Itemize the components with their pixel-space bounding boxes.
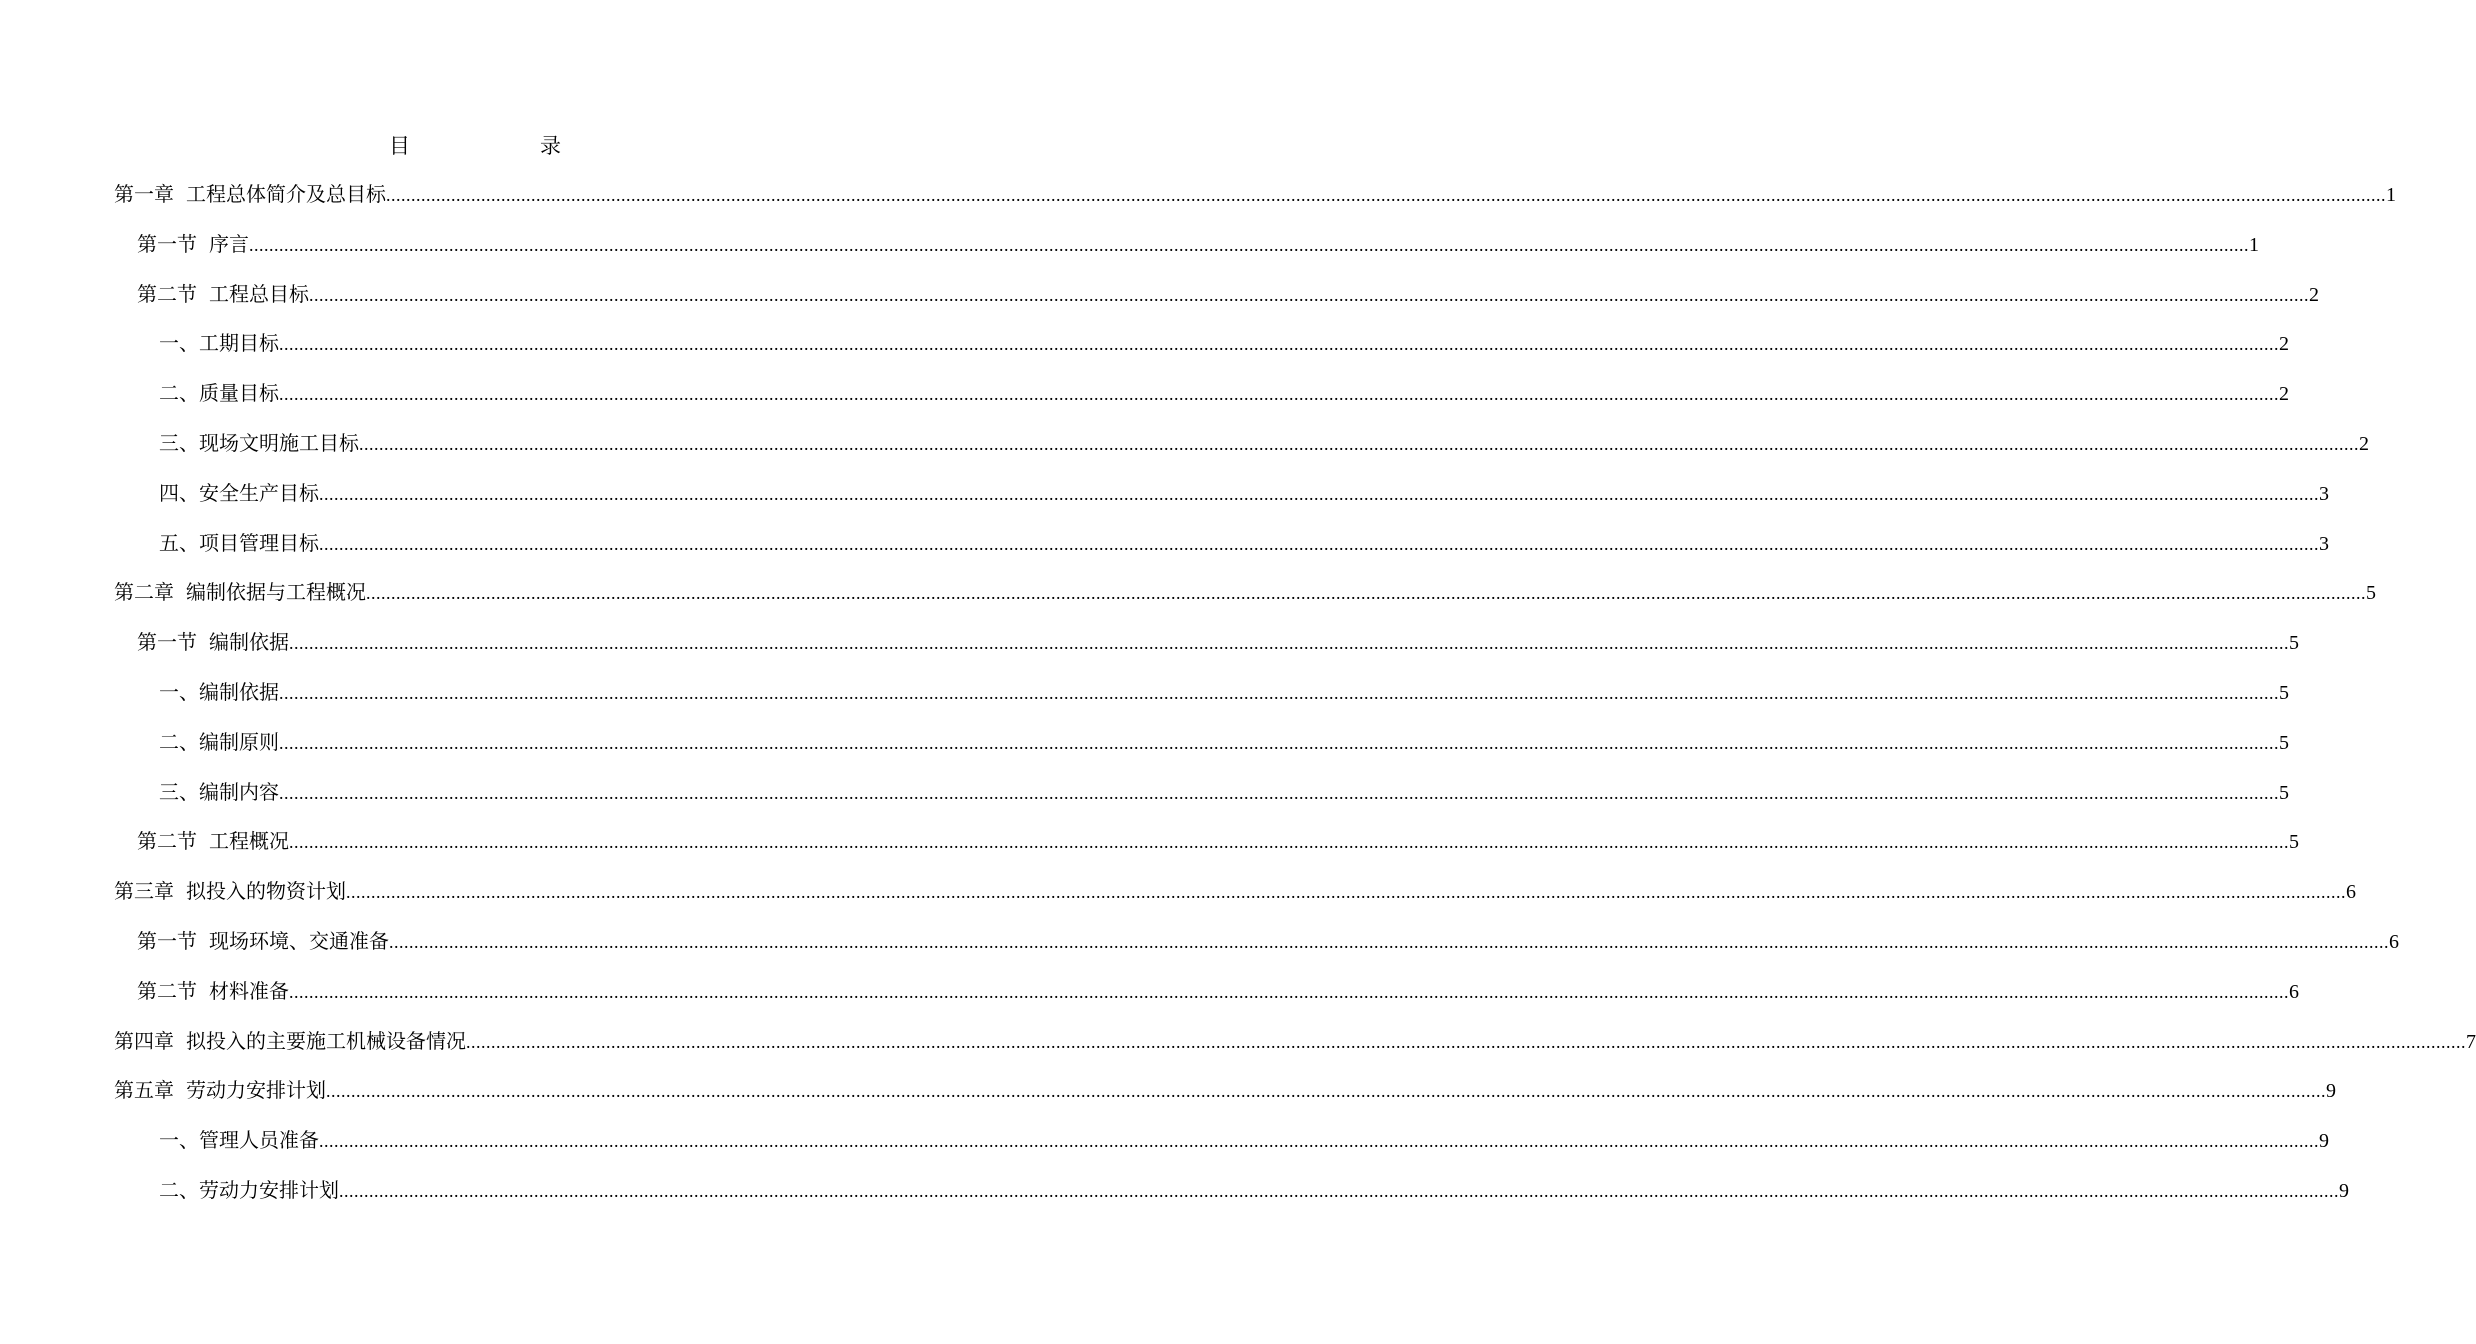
toc-entry-label [159, 525, 319, 561]
toc-entry[interactable] [137, 276, 2319, 312]
toc-entry-text: 工程总目标 [209, 281, 309, 306]
toc-entry-text: 二、编制原则 [159, 729, 279, 754]
toc-entry[interactable] [159, 425, 2369, 461]
toc-entry[interactable] [159, 475, 2329, 511]
toc-entry[interactable] [137, 923, 2399, 959]
toc-entry[interactable] [137, 973, 2299, 1009]
toc-entry-page-number: 5 [2279, 781, 2289, 804]
toc-entry-label [114, 1023, 466, 1059]
toc-entry-text: 拟投入的主要施工机械设备情况 [186, 1028, 466, 1053]
dot-leader: ................................................................................................................................................................................................................................................................................................................................................................................................................ [366, 583, 2366, 604]
toc-entry-page-number: 3 [2319, 532, 2329, 555]
dot-leader: ................................................................................................................................................................................................................................................................................................................................................................................................................ [289, 832, 2289, 853]
toc-entry-label [159, 1172, 339, 1208]
toc-entry-label [137, 973, 289, 1009]
toc-entry-label [137, 226, 249, 262]
toc-entry-page-number: 5 [2279, 682, 2289, 704]
dot-leader: ................................................................................................................................................................................................................................................................................................................................................................................................................ [289, 633, 2289, 654]
toc-entry-label [137, 276, 309, 312]
toc-entry-text: 劳动力安排计划 [186, 1078, 326, 1103]
toc-entry-number: 第三章 [114, 879, 174, 904]
toc-entry-label [159, 375, 279, 411]
toc-entry-label [114, 176, 386, 212]
toc-entry-text: 四、安全生产目标 [159, 480, 319, 505]
toc-entry-page-number: 2 [2309, 283, 2319, 306]
dot-leader: ................................................................................................................................................................................................................................................................................................................................................................................................................ [309, 284, 2309, 305]
toc-entry-label [159, 325, 279, 361]
dot-leader: ................................................................................................................................................................................................................................................................................................................................................................................................................ [326, 1081, 2326, 1102]
toc-entry-page-number: 9 [2339, 1180, 2349, 1202]
dot-leader: ................................................................................................................................................................................................................................................................................................................................................................................................................ [279, 732, 2279, 753]
toc-entry-text: 三、现场文明施工目标 [159, 431, 359, 455]
toc-entry-text: 三、编制内容 [159, 779, 279, 804]
toc-entry[interactable] [159, 325, 2289, 361]
toc-entry-page-number: 5 [2279, 731, 2289, 754]
toc-entry-page-number: 5 [2289, 831, 2299, 854]
toc-entry-text: 编制依据与工程概况 [186, 580, 366, 605]
toc-entry-page-number: 5 [2366, 582, 2376, 605]
dot-leader: ................................................................................................................................................................................................................................................................................................................................................................................................................ [279, 384, 2279, 405]
toc-entry[interactable] [159, 1122, 2329, 1158]
toc-entry[interactable] [114, 1072, 2336, 1108]
toc-entry-text: 编制依据 [209, 630, 289, 655]
toc-entry-number: 第一节 [137, 231, 197, 256]
toc-entry-text: 序言 [209, 231, 249, 256]
toc-entry-label [137, 823, 289, 859]
toc-entry-page-number: 2 [2279, 333, 2289, 356]
toc-entry[interactable] [137, 624, 2299, 660]
toc-entry-label [137, 923, 389, 959]
dot-leader: ................................................................................................................................................................................................................................................................................................................................................................................................................ [339, 1181, 2339, 1201]
dot-leader: ................................................................................................................................................................................................................................................................................................................................................................................................................ [279, 683, 2279, 703]
toc-entry[interactable] [159, 674, 2289, 710]
toc-entry-number: 第五章 [114, 1078, 174, 1103]
dot-leader: ................................................................................................................................................................................................................................................................................................................................................................................................................ [279, 782, 2279, 803]
toc-entry-text: 现场环境、交通准备 [209, 929, 389, 953]
toc-entry-number: 第二节 [137, 978, 197, 1003]
toc-entry-page-number: 9 [2326, 1080, 2336, 1103]
dot-leader: ................................................................................................................................................................................................................................................................................................................................................................................................................ [319, 533, 2319, 554]
toc-entry[interactable] [159, 375, 2289, 411]
toc-entry-page-number: 1 [2249, 233, 2259, 256]
dot-leader: ................................................................................................................................................................................................................................................................................................................................................................................................................ [279, 334, 2279, 355]
toc-entry[interactable] [159, 1172, 2349, 1208]
toc-entry-label [114, 574, 366, 610]
toc-entry-number: 第二节 [137, 829, 197, 854]
toc-entry[interactable] [137, 226, 2259, 262]
toc-entry-page-number: 9 [2319, 1130, 2329, 1153]
toc-entry-page-number: 7 [2466, 1030, 2476, 1053]
dot-leader: ................................................................................................................................................................................................................................................................................................................................................................................................................ [359, 434, 2359, 454]
toc-entry-label [159, 674, 279, 710]
toc-entry[interactable] [137, 823, 2299, 859]
toc-entry-page-number: 6 [2289, 980, 2299, 1003]
dot-leader: ................................................................................................................................................................................................................................................................................................................................................................................................................ [346, 882, 2346, 903]
toc-entry[interactable] [114, 873, 2356, 909]
toc-entry-page-number: 2 [2279, 383, 2289, 406]
toc-entry-number: 第四章 [114, 1028, 174, 1053]
toc-entry-label [137, 624, 289, 660]
dot-leader: ................................................................................................................................................................................................................................................................................................................................................................................................................ [289, 981, 2289, 1002]
toc-entry[interactable] [159, 774, 2289, 810]
toc-title-right: 录 [540, 134, 561, 158]
toc-title-left: 目 [389, 134, 410, 158]
toc-entry-number: 第二节 [137, 281, 197, 306]
toc-entry-label [159, 425, 359, 461]
toc-entry-text: 二、劳动力安排计划 [159, 1178, 339, 1202]
toc-entry[interactable] [159, 724, 2289, 760]
toc-entry-number: 第一章 [114, 182, 174, 206]
dot-leader: ................................................................................................................................................................................................................................................................................................................................................................................................................ [319, 483, 2319, 504]
toc-entry-label [159, 724, 279, 760]
dot-leader: ................................................................................................................................................................................................................................................................................................................................................................................................................ [386, 185, 2386, 205]
dot-leader: ................................................................................................................................................................................................................................................................................................................................................................................................................ [319, 1131, 2319, 1152]
toc-entry-text: 一、编制依据 [159, 680, 279, 704]
toc-entry-text: 拟投入的物资计划 [186, 879, 346, 904]
toc-entry-page-number: 3 [2319, 482, 2329, 505]
toc-entry[interactable] [114, 574, 2376, 610]
toc-entry-text: 一、管理人员准备 [159, 1128, 319, 1153]
toc-title [0, 130, 950, 160]
toc-entry-label [159, 774, 279, 810]
toc-entry-label [159, 1122, 319, 1158]
toc-entry-page-number: 6 [2389, 931, 2399, 953]
toc-entry[interactable] [114, 176, 2396, 212]
toc-entry-text: 工程概况 [209, 829, 289, 854]
toc-entry-number: 第一节 [137, 929, 197, 953]
toc-entry-text: 一、工期目标 [159, 331, 279, 356]
toc-entry-label [114, 1072, 326, 1108]
toc-entry-label [159, 475, 319, 511]
toc-entry-label [114, 873, 346, 909]
toc-entry-page-number: 2 [2359, 433, 2369, 455]
toc-entry-text: 二、质量目标 [159, 381, 279, 406]
toc-entry-number: 第二章 [114, 580, 174, 605]
toc-entry[interactable] [114, 1023, 2476, 1059]
toc-entry-number: 第一节 [137, 630, 197, 655]
dot-leader: ................................................................................................................................................................................................................................................................................................................................................................................................................ [249, 234, 2249, 255]
toc-entry-text: 工程总体简介及总目标 [186, 182, 386, 206]
toc-entry[interactable] [159, 525, 2329, 561]
toc-entry-text: 材料准备 [209, 978, 289, 1003]
toc-entry-page-number: 5 [2289, 632, 2299, 655]
toc-entry-page-number: 1 [2386, 184, 2396, 206]
toc-entry-text: 五、项目管理目标 [159, 530, 319, 555]
dot-leader: ................................................................................................................................................................................................................................................................................................................................................................................................................ [466, 1031, 2466, 1052]
toc-entry-page-number: 6 [2346, 881, 2356, 904]
dot-leader: ................................................................................................................................................................................................................................................................................................................................................................................................................ [389, 932, 2389, 952]
